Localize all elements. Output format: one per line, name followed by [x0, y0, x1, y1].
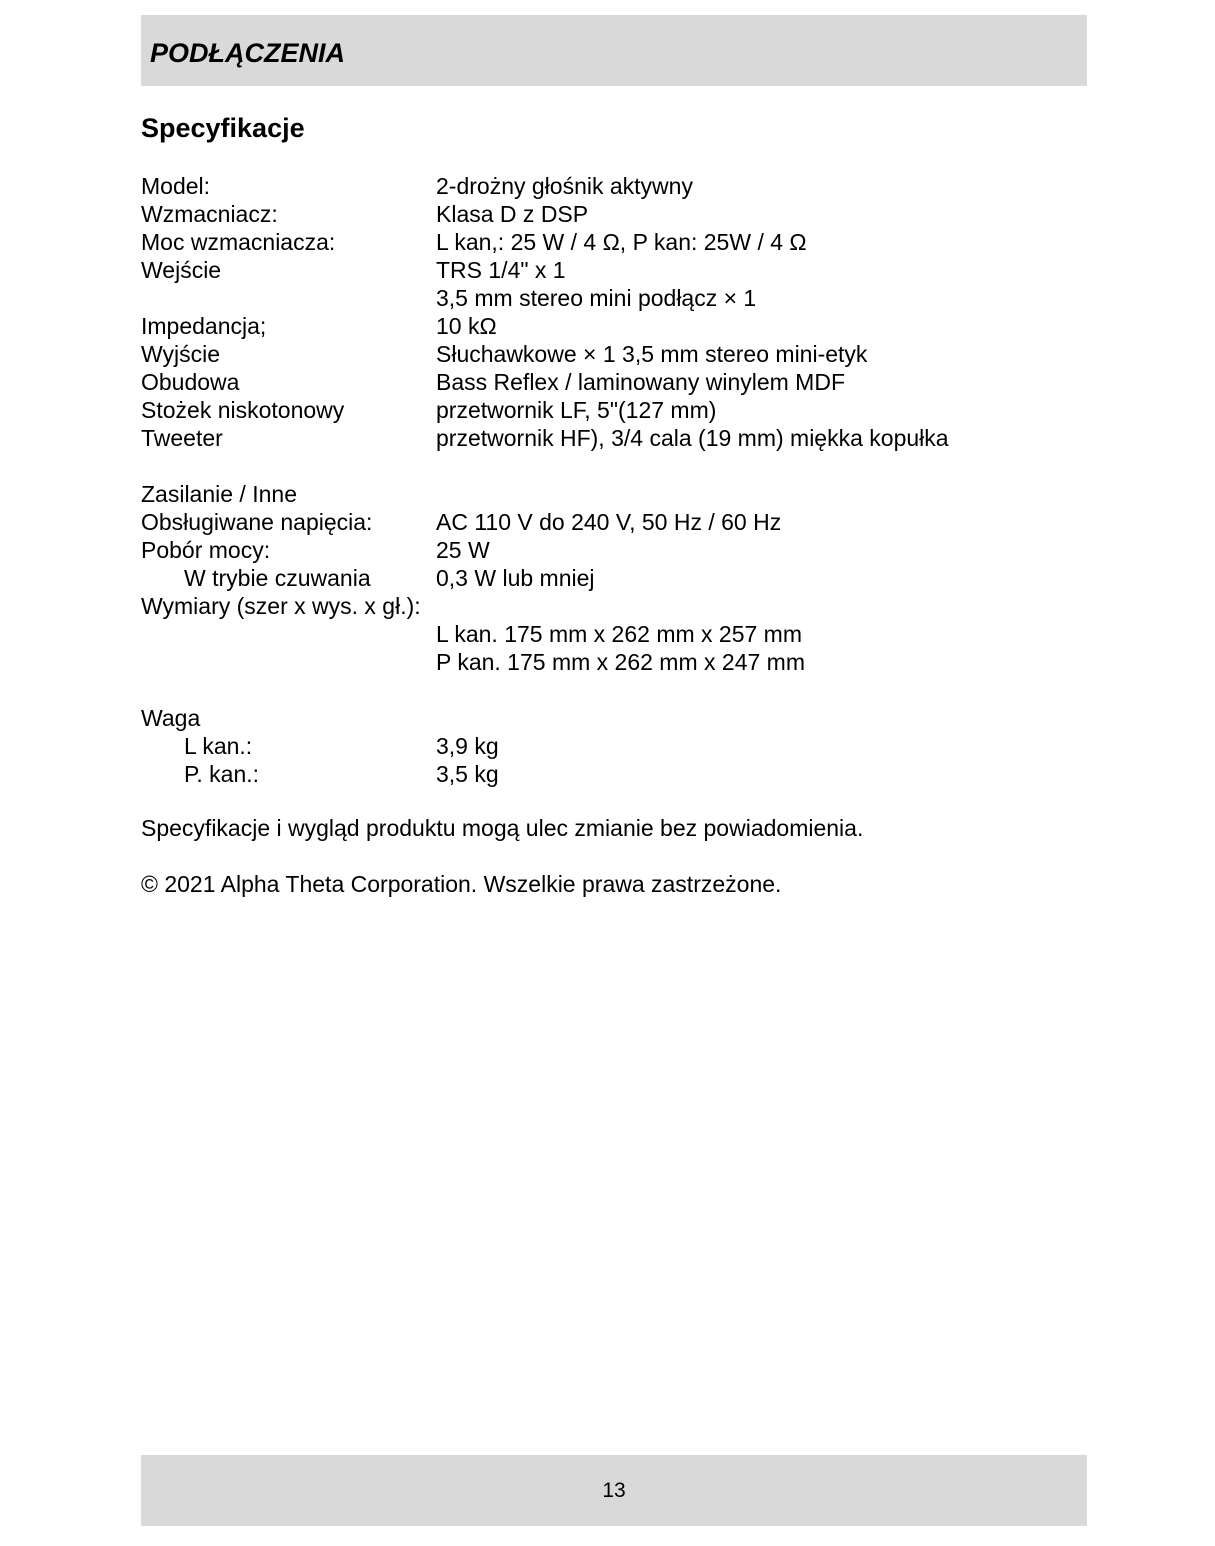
- spec-value: 2-drożny głośnik aktywny: [436, 173, 693, 199]
- spec-row-amplifier-power: [141, 228, 1041, 256]
- spec-label: P. kan.:: [184, 761, 260, 787]
- power-heading: Zasilanie / Inne: [141, 481, 297, 507]
- weight-heading-row: [141, 704, 1041, 732]
- spec-row-input: [141, 256, 1041, 284]
- copyright-line: © 2021 Alpha Theta Corporation. Wszelkie prawa zastrzeżone.: [141, 871, 782, 897]
- spec-label: Tweeter: [141, 425, 223, 451]
- spec-value: Klasa D z DSP: [436, 201, 589, 227]
- spec-value: Bass Reflex / laminowany winylem MDF: [436, 369, 846, 395]
- spec-row-amplifier: [141, 200, 1041, 228]
- spacer: [141, 676, 1041, 704]
- spec-label: Obudowa: [141, 369, 240, 395]
- spec-row-impedance: [141, 312, 1041, 340]
- specifications-heading: Specyfikacje: [141, 113, 305, 143]
- spec-value: 3,5 kg: [436, 761, 499, 787]
- spec-label: Wymiary (szer x wys. x gł.):: [141, 593, 421, 619]
- spec-label: Stożek niskotonowy: [141, 397, 345, 423]
- spec-row-tweeter: [141, 424, 1041, 452]
- page-section-title: PODŁĄCZENIA: [150, 38, 345, 68]
- spec-label: Impedancja;: [141, 313, 267, 339]
- spec-row-model: [141, 172, 1041, 200]
- spec-value: 10 kΩ: [436, 313, 497, 339]
- spec-value: Słuchawkowe × 1 3,5 mm stereo mini-etyk: [436, 341, 868, 367]
- spec-row-dimensions-left: [141, 620, 1041, 648]
- spec-label: Wyjście: [141, 341, 221, 367]
- spec-value: L kan. 175 mm x 262 mm x 257 mm: [436, 621, 803, 647]
- spec-label: Wejście: [141, 257, 222, 283]
- spec-row-input-2: [141, 284, 1041, 312]
- spec-label: W trybie czuwania: [184, 565, 371, 591]
- spec-row-weight-left: [141, 732, 1041, 760]
- footer-bar: [141, 1455, 1087, 1526]
- spacer: [141, 452, 1041, 480]
- spec-row-weight-right: [141, 760, 1041, 788]
- spec-value: 25 W: [436, 537, 490, 563]
- spec-label: Obsługiwane napięcia:: [141, 509, 373, 535]
- spec-value: TRS 1/4" x 1: [436, 257, 566, 283]
- spec-value: przetwornik HF), 3/4 cala (19 mm) miękka kopułka: [436, 425, 949, 451]
- spec-label: Wzmacniacz:: [141, 201, 278, 227]
- spec-value: przetwornik LF, 5"(127 mm): [436, 397, 717, 423]
- change-notice: Specyfikacje i wygląd produktu mogą ulec zmianie bez powiadomienia.: [141, 815, 864, 841]
- header-bar: [141, 15, 1087, 86]
- spec-row-voltage: [141, 508, 1041, 536]
- spec-value: 3,9 kg: [436, 733, 499, 759]
- spec-row-enclosure: [141, 368, 1041, 396]
- spec-label: Moc wzmacniacza:: [141, 229, 336, 255]
- spec-value: 3,5 mm stereo mini podłącz × 1: [436, 285, 757, 311]
- spec-value: L kan,: 25 W / 4 Ω, P kan: 25W / 4 Ω: [436, 229, 807, 255]
- spec-row-dimensions: [141, 592, 1041, 620]
- spec-label: Model:: [141, 173, 211, 199]
- spec-row-dimensions-right: [141, 648, 1041, 676]
- page-number: 13: [602, 1479, 626, 1502]
- spec-label: L kan.:: [184, 733, 253, 759]
- power-heading-row: [141, 480, 1041, 508]
- weight-heading: Waga: [141, 705, 201, 731]
- spec-row-woofer: [141, 396, 1041, 424]
- spec-value: 0,3 W lub mniej: [436, 565, 595, 591]
- spec-row-output: [141, 340, 1041, 368]
- spec-row-standby: [141, 564, 1041, 592]
- spec-label: Pobór mocy:: [141, 537, 271, 563]
- spec-value: AC 110 V do 240 V, 50 Hz / 60 Hz: [436, 509, 782, 535]
- specifications-list: [141, 172, 1041, 788]
- spec-row-consumption: [141, 536, 1041, 564]
- spec-value: P kan. 175 mm x 262 mm x 247 mm: [436, 649, 805, 675]
